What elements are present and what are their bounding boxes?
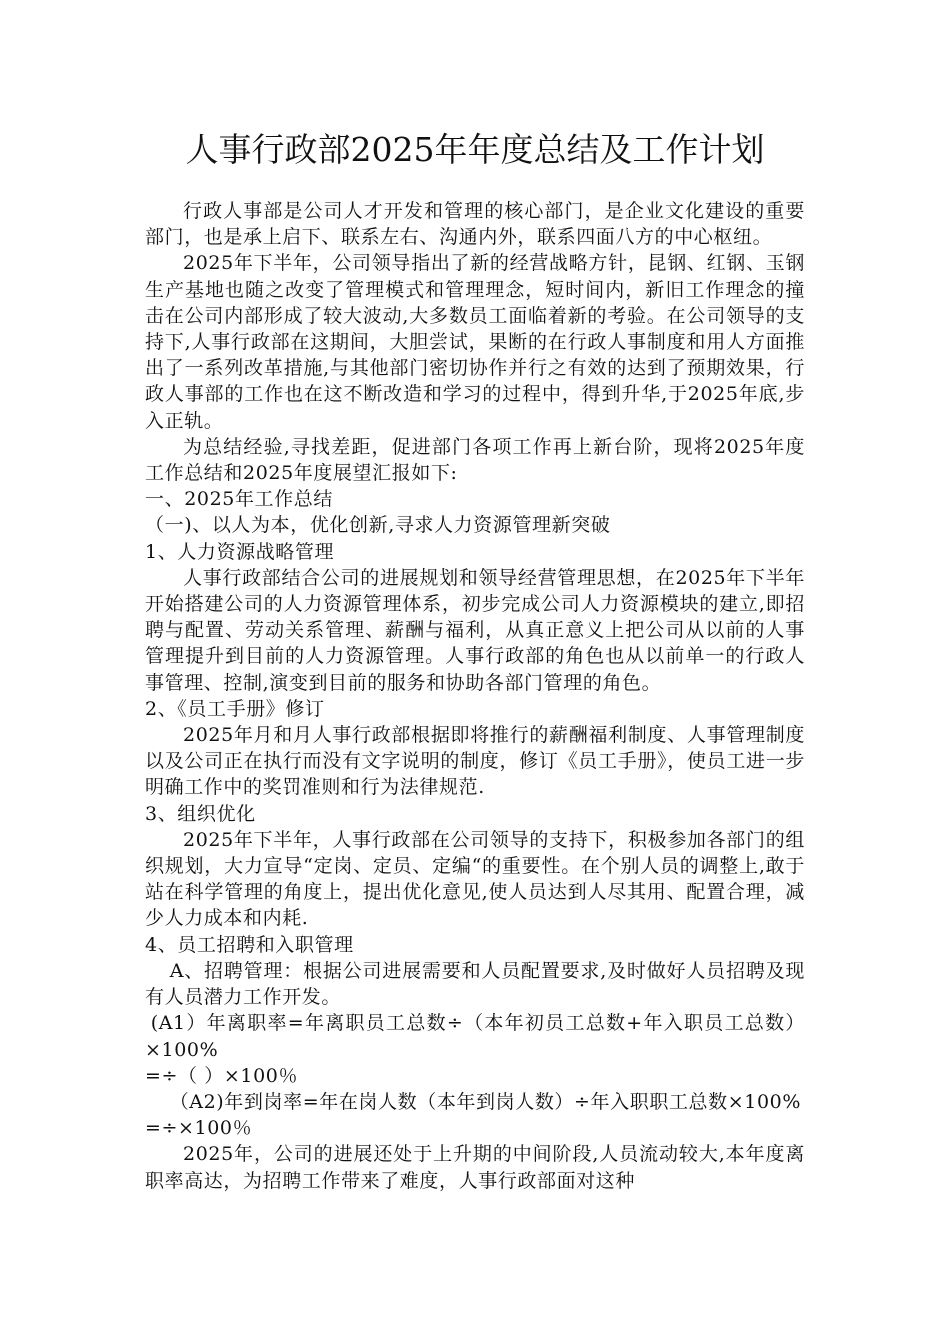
item-heading-handbook: 2、《员工手册》修订: [145, 697, 325, 720]
arrival-formula-values: =÷×100％: [145, 1117, 253, 1140]
recruitment-paragraph: A、招聘管理：根据公司进展需要和人员配置要求,及时做好人员招聘及现有人员潜力工作开发。: [145, 959, 805, 1009]
section-heading-1: 一、2025年工作总结: [145, 488, 333, 511]
turnover-formula-values: =÷（ ）×100％: [145, 1064, 299, 1087]
subsection-heading-1: （一)、以人为本，优化创新,寻求人力资源管理新突破: [145, 514, 611, 537]
arrival-formula: （A2)年到岗率=年在岗人数（本年到岗人数）÷年入职职工总数×100%: [169, 1090, 801, 1113]
org-optimization-paragraph: 2025年下半年，人事行政部在公司领导的支持下，积极参加各部门的组织规划，大力宣导“定岗、定员、定编“的重要性。在个别人员的调整上,敢于站在科学管理的角度上，提出优化意见,使人员达到人尽其用、配置合理，减少人力成本和内耗.: [145, 828, 805, 930]
handbook-paragraph: 2025年月和月人事行政部根据即将推行的薪酬福利制度、人事管理制度以及公司正在执行而没有文字说明的制度，修订《员工手册》，使员工进一步明确工作中的奖罚准则和行为法律规范.: [145, 724, 805, 799]
turnover-formula: (A1）年离职率=年离职员工总数÷（本年初员工总数+年入职员工总数）×100%: [145, 1012, 805, 1061]
item-heading-hr-strategy: 1、人力资源战略管理: [145, 540, 335, 563]
purpose-paragraph: 为总结经验,寻找差距，促进部门各项工作再上新台阶，现将2025年度工作总结和2025年度展望汇报如下:: [145, 435, 805, 485]
item-heading-org-optimization: 3、组织优化: [145, 802, 256, 825]
background-paragraph: 2025年下半年，公司领导指出了新的经营战略方针，昆钢、红钢、玉钢生产基地也随之改变了管理模式和管理理念，短时间内，新旧工作理念的撞击在公司内部形成了较大波动,大多数员工面临着新的考验。在公司领导的支持下,人事行政部在这期间，大胆尝试，果断的在行政人事制度和用人方面推出了一系列改革措施,与其他部门密切协作并行之有效的达到了预期效果，行政人事部的工作也在这不断改造和学习的过程中，得到升华,于2025年底,步入正轨。: [145, 252, 805, 432]
recruitment-status-paragraph: 2025年，公司的进展还处于上升期的中间阶段,人员流动较大,本年度离职率高达，为招聘工作带来了难度，人事行政部面对这种: [145, 1143, 805, 1192]
document-title: 人事行政部2025年年度总结及工作计划: [185, 130, 765, 169]
intro-paragraph: 行政人事部是公司人才开发和管理的核心部门，是企业文化建设的重要部门，也是承上启下、联系左右、沟通内外，联系四面八方的中心枢纽。: [145, 200, 805, 249]
hr-strategy-paragraph: 人事行政部结合公司的进展规划和领导经营管理思想，在2025年下半年开始搭建公司的人力资源管理体系，初步完成公司人力资源模块的建立,即招聘与配置、劳动关系管理、薪酬与福利，从真正意义上把公司从以前的人事管理提升到目前的人力资源管理。人事行政部的角色也从以前单一的行政人事管理、控制,演变到目前的服务和协助各部门管理的角色。: [145, 566, 805, 694]
document-body: [145, 198, 805, 1194]
item-heading-recruitment: 4、员工招聘和入职管理: [145, 933, 354, 956]
